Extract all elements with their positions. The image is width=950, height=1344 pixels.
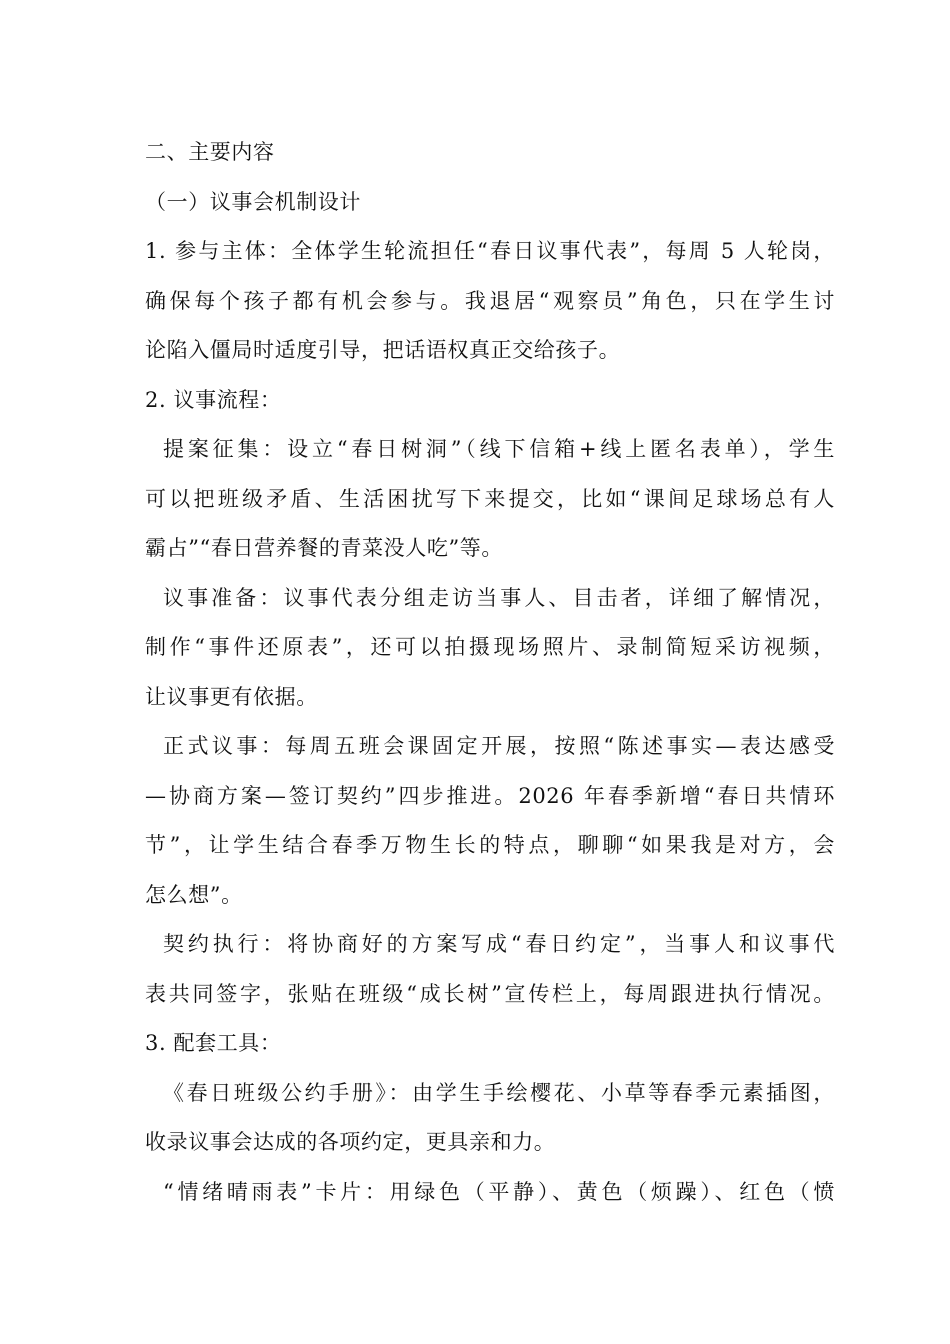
item-heading: 3. 配套工具： [145, 1031, 282, 1055]
paragraph-line: 正式议事：每周五班会课固定开展，按照“陈述事实—表达感受 [163, 734, 835, 758]
paragraph-line: —协商方案—签订契约”四步推进。2026 年春季新增“春日共情环 [145, 783, 835, 808]
item-heading: 2. 议事流程： [145, 387, 282, 412]
section-heading: 二、主要内容 [145, 140, 275, 164]
paragraph-line: 霸占”“春日营养餐的青菜没人吃”等。 [145, 536, 504, 560]
paragraph-line: 《春日班级公约手册》：由学生手绘樱花、小草等春季元素插图， [163, 1080, 835, 1105]
document-body [145, 128, 835, 1217]
paragraph-line: 让议事更有依据。 [145, 684, 318, 709]
paragraph-line: 制作“事件还原表”，还可以拍摄现场照片、录制简短采访视频， [145, 635, 835, 659]
paragraph-line: 怎么想”。 [145, 882, 243, 907]
paragraph-line: 契约执行：将协商好的方案写成“春日约定”，当事人和议事代 [163, 932, 835, 956]
paragraph-line: 议事准备：议事代表分组走访当事人、目击者，详细了解情况， [163, 585, 835, 610]
paragraph-line: 确保每个孩子都有机会参与。我退居“观察员”角色，只在学生讨 [145, 288, 835, 313]
paragraph-line: 提案征集：设立“春日树洞”（线下信箱+线上匿名表单），学生 [163, 437, 835, 461]
paragraph-line: 可以把班级矛盾、生活困扰写下来提交，比如“课间足球场总有人 [145, 486, 835, 511]
paragraph-line: 收录议事会达成的各项约定，更具亲和力。 [145, 1130, 556, 1154]
subsection-heading: （一）议事会机制设计 [145, 189, 361, 214]
paragraph-line: 表共同签字，张贴在班级“成长树”宣传栏上，每周跟进执行情况。 [145, 981, 835, 1006]
paragraph-line: “情绪晴雨表”卡片：用绿色（平静）、黄色（烦躁）、红色（愤 [163, 1179, 835, 1204]
paragraph-line: 1. 参与主体：全体学生轮流担任“春日议事代表”，每周 5 人轮岗， [145, 239, 835, 263]
paragraph-line: 节”，让学生结合春季万物生长的特点，聊聊“如果我是对方，会 [145, 833, 835, 857]
paragraph-line: 论陷入僵局时适度引导，把话语权真正交给孩子。 [145, 338, 621, 362]
